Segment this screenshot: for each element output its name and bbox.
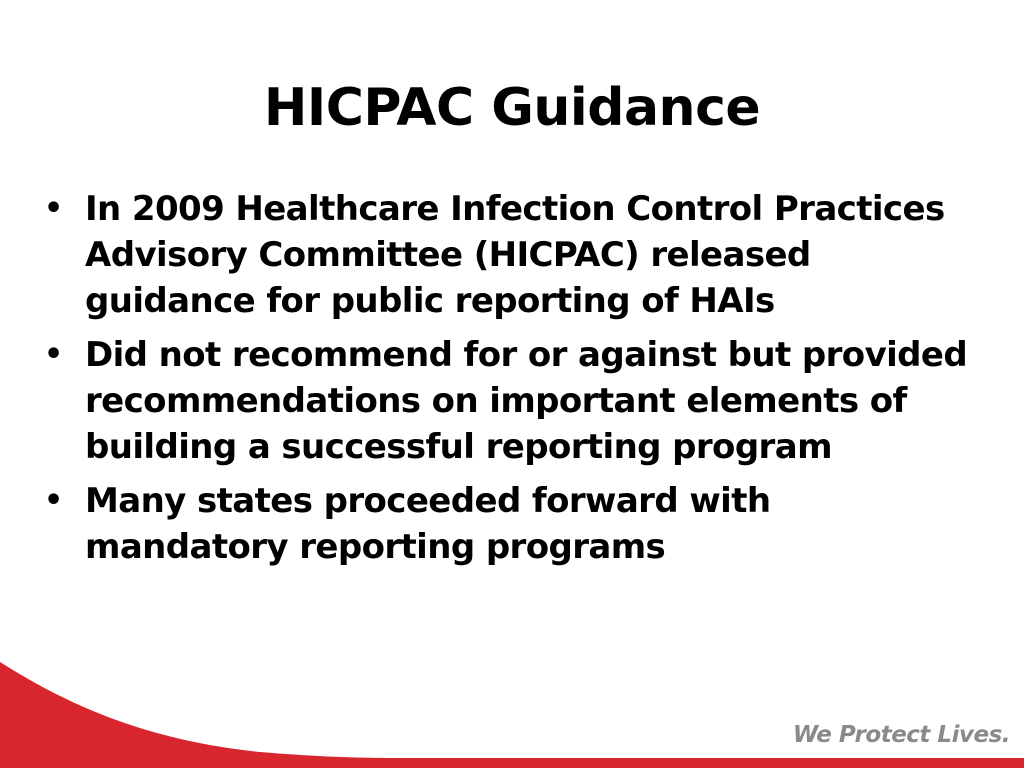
bullet-text: Did not recommend for or against but provided recommendations on important elements of building a successful reporting program: [85, 335, 968, 467]
bullet-text: Many states proceeded forward with mandatory reporting programs: [85, 481, 771, 567]
bullet-text: In 2009 Healthcare Infection Control Practices Advisory Committee (HICPAC) released guidance for public reporting of HAIs: [85, 189, 945, 321]
bullet-icon: •: [44, 483, 63, 518]
slide-title: HICPAC Guidance: [263, 78, 761, 138]
tagline: We Protect Lives.: [792, 722, 1010, 748]
bullet-icon: •: [44, 337, 63, 372]
bullet-icon: •: [44, 191, 63, 226]
red-swoosh-shape: [0, 662, 1024, 768]
